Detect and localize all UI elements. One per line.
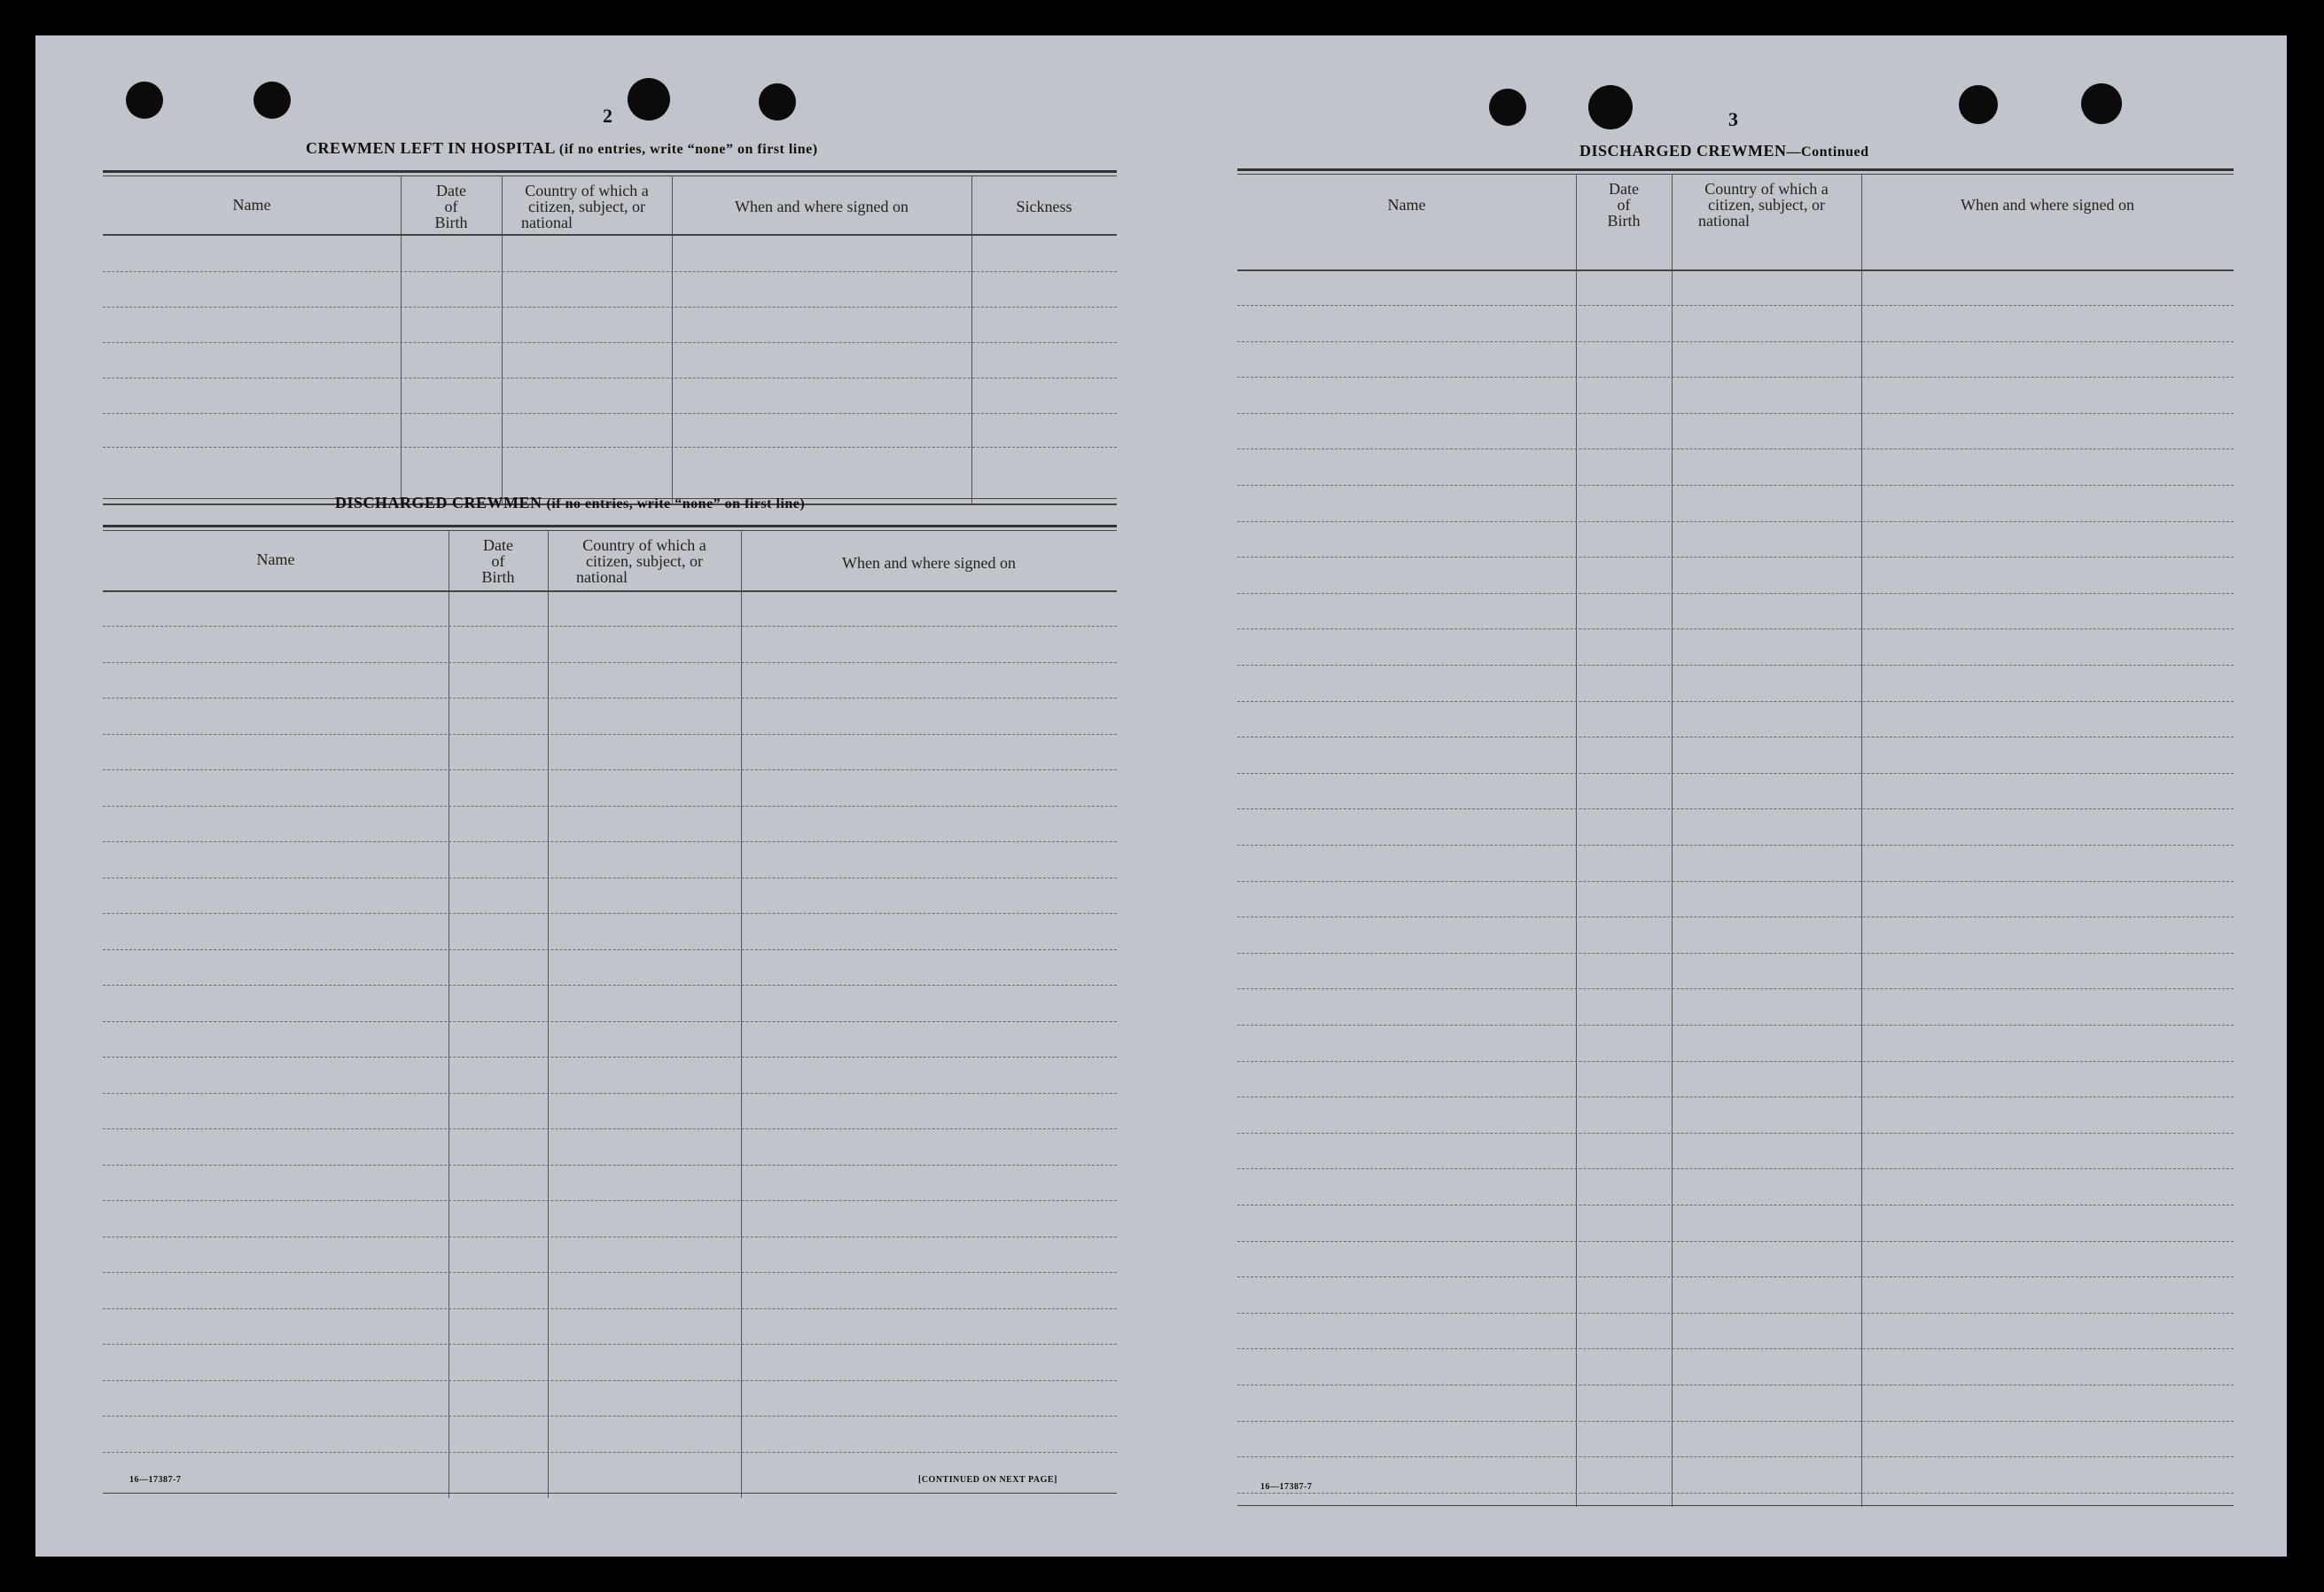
col-header-dob: Date of Birth — [1607, 180, 1641, 230]
ruled-line — [1237, 665, 2234, 666]
ruled-line — [1237, 1061, 2234, 1062]
ruled-line — [1237, 881, 2234, 882]
discharged-title-bold: DISCHARGED CREWMEN — [335, 494, 542, 511]
ruled-line — [103, 1308, 1117, 1309]
ruled-line — [103, 1452, 1117, 1453]
discharged-table-right — [1237, 168, 2234, 1516]
ruled-line — [1237, 521, 2234, 522]
hospital-title-note: (if no entries, write “none” on first line) — [558, 142, 818, 157]
col-header-sickness: Sickness — [1016, 198, 1072, 215]
ruled-line — [1237, 953, 2234, 954]
hospital-title-bold: CREWMEN LEFT IN HOSPITAL — [306, 139, 555, 157]
hospital-section-title — [306, 139, 818, 158]
page-number-left: 2 — [603, 105, 612, 127]
ruled-line — [1237, 593, 2234, 594]
discharged-section-title — [335, 494, 805, 512]
col-header-name: Name — [256, 550, 295, 568]
col-header-country: Country of which a citizen, subject, or national — [1698, 180, 1829, 230]
discharged-continued-title — [1579, 142, 1869, 160]
ruled-line — [1237, 305, 2234, 306]
ruled-line — [1237, 1456, 2234, 1457]
ruled-line — [103, 1128, 1117, 1129]
col-header-country: Country of which a citizen, subject, or national — [576, 536, 706, 586]
ruled-line — [1237, 701, 2234, 702]
ruled-line — [103, 1380, 1117, 1381]
ruled-line — [1237, 845, 2234, 846]
ruled-line — [1237, 1421, 2234, 1422]
discharged-table-left — [103, 525, 1117, 1500]
ruled-line — [1237, 1348, 2234, 1349]
punch-hole — [1959, 85, 1998, 124]
ruled-line — [1237, 1241, 2234, 1242]
ruled-line — [1237, 341, 2234, 342]
ruled-line — [103, 841, 1117, 842]
form-number-right: 16—17387-7 — [1260, 1482, 1313, 1492]
hospital-table — [103, 170, 1117, 505]
form-number-left: 16—17387-7 — [129, 1475, 182, 1485]
ruled-line — [103, 913, 1117, 914]
ruled-line — [1237, 773, 2234, 774]
ruled-line — [103, 1344, 1117, 1345]
ruled-line — [1237, 485, 2234, 486]
punch-hole — [1588, 85, 1633, 129]
discharged-title-note: (if no entries, write “none” on first line) — [546, 496, 806, 511]
col-header-signed: When and where signed on — [735, 198, 909, 215]
ruled-line — [103, 949, 1117, 950]
ruled-line — [103, 985, 1117, 986]
ruled-line — [1237, 1025, 2234, 1026]
col-header-name: Name — [232, 196, 271, 214]
ruled-line — [1237, 557, 2234, 558]
col-header-dob: Date of Birth — [434, 182, 468, 231]
ruled-line — [103, 1165, 1117, 1166]
col-header-name: Name — [1387, 196, 1426, 214]
ruled-line — [1237, 808, 2234, 809]
ruled-line — [1237, 628, 2234, 629]
continued-note: [CONTINUED ON NEXT PAGE] — [918, 1475, 1057, 1485]
page-number-right: 3 — [1728, 108, 1738, 130]
continued-title-bold: DISCHARGED CREWMEN — [1579, 142, 1787, 160]
ruled-line — [103, 1093, 1117, 1094]
punch-hole — [253, 82, 291, 119]
ruled-line — [1237, 988, 2234, 989]
ruled-line — [103, 806, 1117, 807]
ruled-line — [1237, 1168, 2234, 1169]
ruled-line — [1237, 413, 2234, 414]
col-header-dob: Date of Birth — [481, 536, 515, 586]
continued-title-note: —Continued — [1786, 144, 1869, 160]
ruled-line — [103, 769, 1117, 770]
ruled-line — [1237, 1205, 2234, 1206]
col-header-signed: When and where signed on — [842, 554, 1016, 572]
col-header-signed: When and where signed on — [1961, 196, 2134, 214]
ruled-line — [1237, 1096, 2234, 1097]
ruled-line — [1237, 1133, 2234, 1134]
document-sheet — [35, 35, 2287, 1557]
punch-hole — [126, 82, 163, 119]
punch-hole — [1489, 89, 1526, 126]
ruled-line — [103, 1272, 1117, 1273]
ruled-line — [1237, 377, 2234, 378]
ruled-line — [103, 662, 1117, 663]
ruled-line — [1237, 1313, 2234, 1314]
ruled-line — [103, 1021, 1117, 1022]
ruled-line — [1237, 1276, 2234, 1277]
ruled-line — [103, 734, 1117, 735]
punch-hole — [759, 83, 796, 121]
punch-hole — [628, 78, 670, 121]
col-header-country: Country of which a citizen, subject, or national — [521, 182, 649, 231]
ruled-line — [103, 1200, 1117, 1201]
ruled-line — [1237, 1493, 2234, 1494]
ruled-line — [103, 626, 1117, 627]
punch-hole — [2081, 83, 2122, 124]
